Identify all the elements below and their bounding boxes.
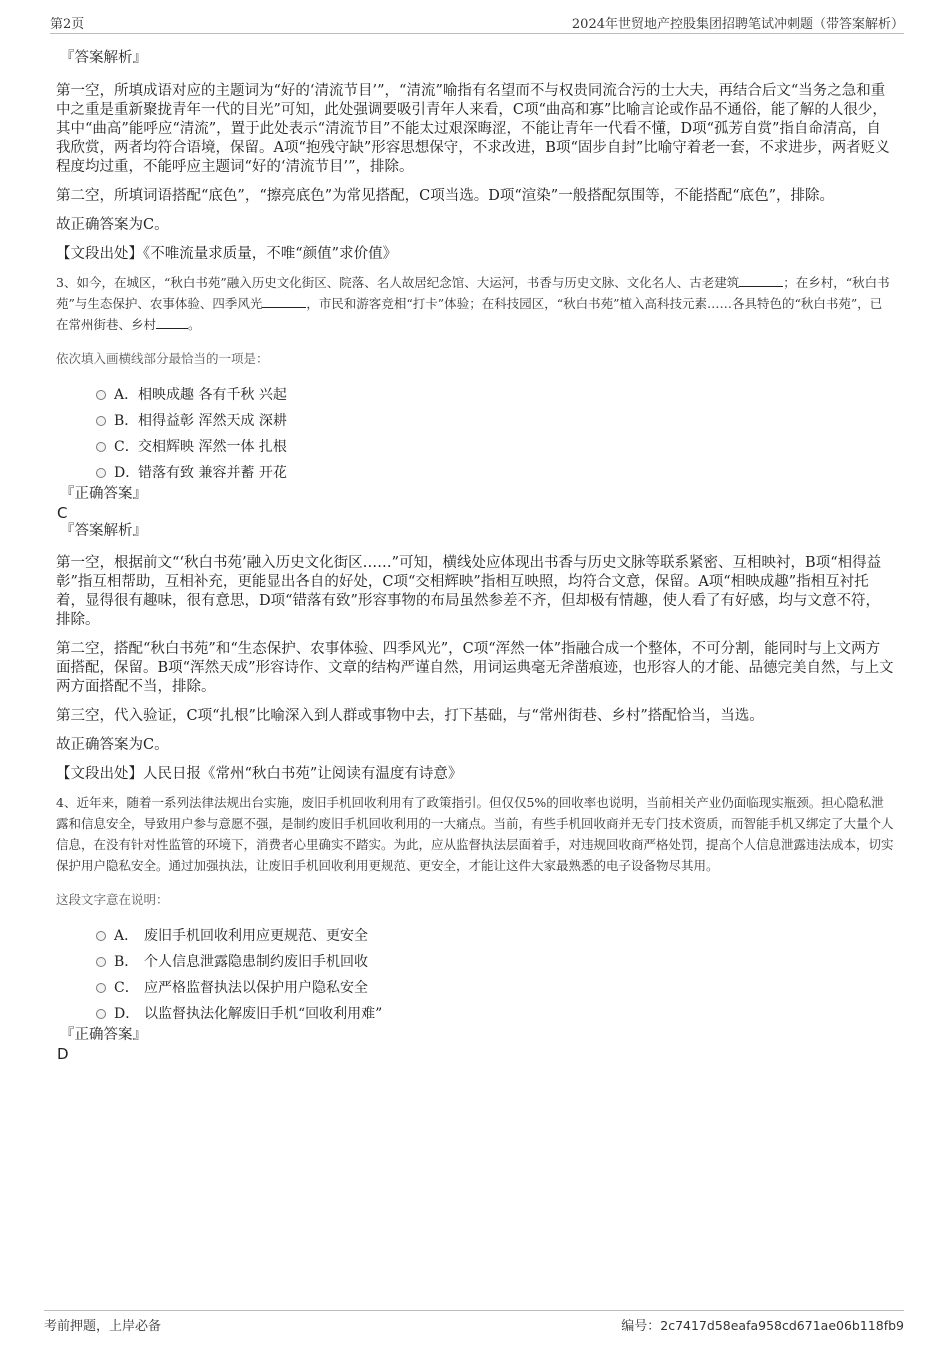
q3-answer-label: 『正确答案』 <box>60 486 147 502</box>
blank-2 <box>262 295 306 308</box>
q3-answer: C <box>57 504 68 522</box>
q4-option-d[interactable]: D． 以监督执法化解废旧手机“回收利用难” <box>56 1000 894 1026</box>
blank-1 <box>739 274 783 287</box>
page-header <box>50 13 904 34</box>
radio-icon[interactable] <box>96 390 106 400</box>
q4-options <box>56 922 894 1026</box>
radio-icon[interactable] <box>96 931 106 941</box>
q2-source: 【文段出处】《不唯流量求质量，不唯“颜值”求价值》 <box>56 246 398 262</box>
page-footer <box>44 1310 904 1335</box>
radio-icon[interactable] <box>96 1009 106 1019</box>
q4-question: 4、近年来，随着一系列法律法规出台实施，废旧手机回收利用有了政策指引。但仅仅5%的回收率也说明，当前相关产业仍面临现实瓶颈。担心隐私泄露和信息安全，导致用户参与意愿不强，是制约废旧手机回收利用的一大痛点。当前，有些手机回收商并无专门技术资质，而智能手机又绑定了大量个人信息，在没有针对性监管的环境下，消费者心里确实不踏实。为此，应从监督执法层面着手，对违规回收商严格处罚，提高个人信息泄露违法成本，切实保护用户隐私安全。通过加强执法，让废旧手机回收利用更规范、更安全，才能让这件大家最熟悉的电子设备物尽其用。 <box>56 795 894 873</box>
q4-prompt: 这段文字意在说明： <box>56 892 169 907</box>
q2-explanation-p2: 第二空，所填词语搭配“底色”，“擦亮底色”为常见搭配，C项当选。D项“渲染”一般搭配氛围等，不能搭配“底色”，排除。 <box>56 188 835 204</box>
page-content <box>56 44 894 1063</box>
radio-icon[interactable] <box>96 983 106 993</box>
q3-explanation-p1: 第一空，根据前文“‘秋白书苑’融入历史文化街区……”可知，横线处应体现出书香与历史文脉等联系紧密、互相映衬，B项“相得益彰”指互相帮助，互相补充，更能显出各自的好处，C项“交相辉映”指相互映照，均符合文意，保留。A项“相映成趣”指相互衬托着，显得很有趣味，很有意思，D项“错落有致”形容事物的布局虽然参差不齐，但却极有情趣，使人看了有好感，均与文意不符，排除。 <box>56 555 882 628</box>
q3-option-d[interactable]: D． 错落有致 兼容并蓄 开花 <box>56 459 894 485</box>
q3-explanation-label: 『答案解析』 <box>60 523 147 539</box>
q3-prompt: 依次填入画横线部分最恰当的一项是： <box>56 351 269 366</box>
q2-conclusion: 故正确答案为C。 <box>56 217 169 233</box>
q3-conclusion: 故正确答案为C。 <box>56 737 169 753</box>
q3-explanation-p3: 第三空，代入验证，C项“扎根”比喻深入到人群或事物中去，打下基础，与“常州街巷、乡村”搭配恰当，当选。 <box>56 708 764 724</box>
q3-question: 3、如今，在城区，“秋白书苑”融入历史文化街区、院落、名人故居纪念馆、大运河，书香与历史文脉、文化名人、古老建筑 ；在乡村，“秋白书苑”与生态保护、农事体验、四季风光 ，市民和游客竞相“打卡”体验；在科技园区，“秋白书苑”植入高科技元素……各具特色的“秋白书苑”，已在常州街巷、乡村 。 <box>56 275 890 332</box>
q4-option-a[interactable]: A． 废旧手机回收利用应更规范、更安全 <box>56 922 894 948</box>
q2-explanation-label: 『答案解析』 <box>60 50 147 66</box>
radio-icon[interactable] <box>96 468 106 478</box>
page-number: 第2页 <box>50 17 85 32</box>
footer-slogan: 考前押题，上岸必备 <box>44 1319 162 1334</box>
document-title: 2024年世贸地产控股集团招聘笔试冲刺题（带答案解析） <box>571 17 904 32</box>
q3-options <box>56 381 894 485</box>
q4-answer-label: 『正确答案』 <box>60 1027 147 1043</box>
q3-source: 【文段出处】人民日报《常州“秋白书苑”让阅读有温度有诗意》 <box>56 766 463 782</box>
radio-icon[interactable] <box>96 442 106 452</box>
document-code: 编号：2c7417d58eafa958cd671ae06b118fb9 <box>621 1318 904 1334</box>
q4-answer: D <box>57 1045 69 1063</box>
q3-option-b[interactable]: B． 相得益彰 浑然天成 深耕 <box>56 407 894 433</box>
q3-option-a[interactable]: A． 相映成趣 各有千秋 兴起 <box>56 381 894 407</box>
q4-option-c[interactable]: C． 应严格监督执法以保护用户隐私安全 <box>56 974 894 1000</box>
q4-option-b[interactable]: B． 个人信息泄露隐患制约废旧手机回收 <box>56 948 894 974</box>
q3-explanation-p2: 第二空，搭配“秋白书苑”和“生态保护、农事体验、四季风光”，C项“浑然一体”指融合成一个整体，不可分割，能同时与上文两方面搭配，保留。B项“浑然天成”形容诗作、文章的结构严谨自然，用词运典毫无斧凿痕迹，也形容人的才能、品德完美自然，与上文两方面搭配不当，排除。 <box>56 641 894 695</box>
radio-icon[interactable] <box>96 957 106 967</box>
radio-icon[interactable] <box>96 416 106 426</box>
q2-explanation-p1: 第一空，所填成语对应的主题词为“好的‘清流节目’”，“清流”喻指有名望而不与权贵同流合污的士大夫，再结合后文“当务之急和重中之重是重新聚拢青年一代的目光”可知，此处强调要吸引青年人来看，C项“曲高和寡”比喻言论或作品不通俗，能了解的人很少，其中“曲高”能呼应“清流”，置于此处表示“清流节目”不能太过艰深晦涩，不能让青年一代看不懂，D项“孤芳自赏”指自命清高，自我欣赏，两者均符合语境，保留。A项“抱残守缺”形容思想保守，不求改进，B项“固步自封”比喻守着老一套，不求进步，两者贬义程度均过重，不能呼应主题词“好的‘清流节目’”，排除。 <box>56 83 890 175</box>
q3-option-c[interactable]: C． 交相辉映 浑然一体 扎根 <box>56 433 894 459</box>
blank-3 <box>156 316 188 329</box>
